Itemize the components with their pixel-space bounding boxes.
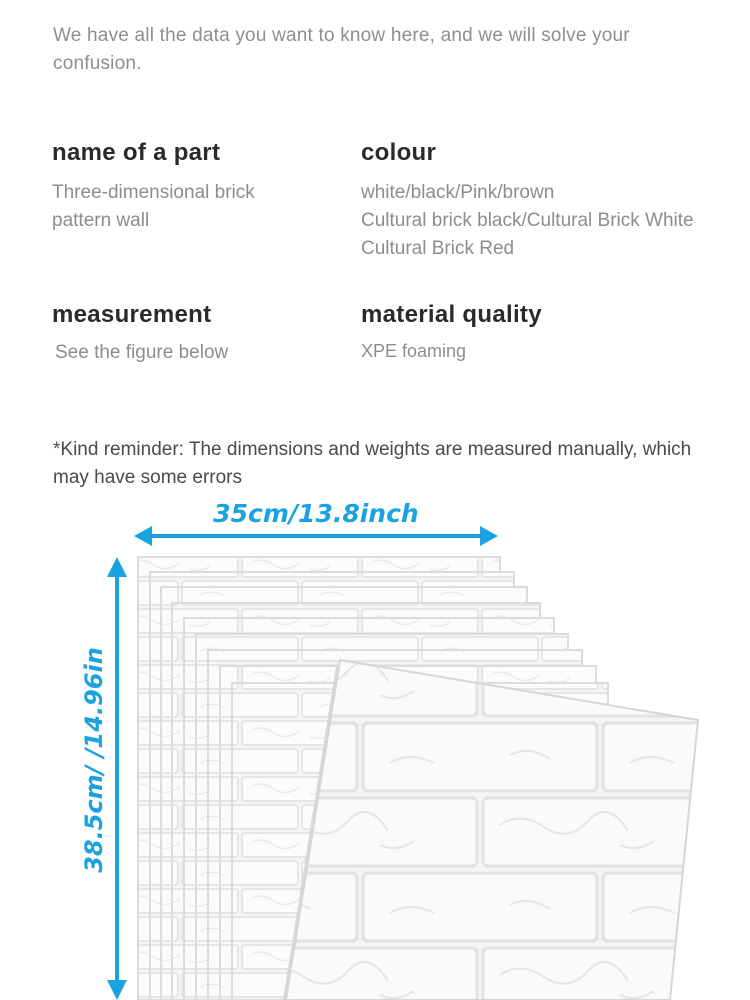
width-label: 35cm/13.8inch <box>213 499 419 528</box>
spec-value <box>361 179 750 263</box>
spec-colour <box>361 139 750 263</box>
height-label: 38.5cm/ /14.96in <box>80 647 108 873</box>
front-wall-panel <box>282 660 698 1000</box>
spec-measurement <box>52 301 332 367</box>
spec-label: colour <box>361 139 437 166</box>
spec-value <box>52 179 312 235</box>
spec-label: measurement <box>52 301 212 328</box>
spec-value-line: white/black/Pink/brown <box>361 182 555 203</box>
spec-label: name of a part <box>52 139 221 166</box>
spec-value-line: Three-dimensional brick <box>52 182 255 203</box>
spec-value-line: Cultural Brick Red <box>361 238 515 259</box>
spec-material-quality <box>361 301 661 365</box>
product-dimension-figure <box>0 495 750 1000</box>
intro-text: We have all the data you want to know here, and we will solve your confusion. <box>53 25 630 74</box>
spec-value-line: pattern wall <box>52 210 150 231</box>
height-dimension <box>80 557 127 1000</box>
spec-name-of-part <box>52 139 312 235</box>
spec-label: material quality <box>361 301 542 328</box>
spec-value: XPE foaming <box>361 341 467 361</box>
dimension-illustration <box>0 495 750 1000</box>
kind-reminder: *Kind reminder: The dimensions and weights are measured manually, which may have some errors <box>53 439 692 488</box>
spec-value: See the figure below <box>55 342 229 363</box>
width-dimension <box>134 499 498 546</box>
spec-value-line: Cultural brick black/Cultural Brick White <box>361 210 694 231</box>
